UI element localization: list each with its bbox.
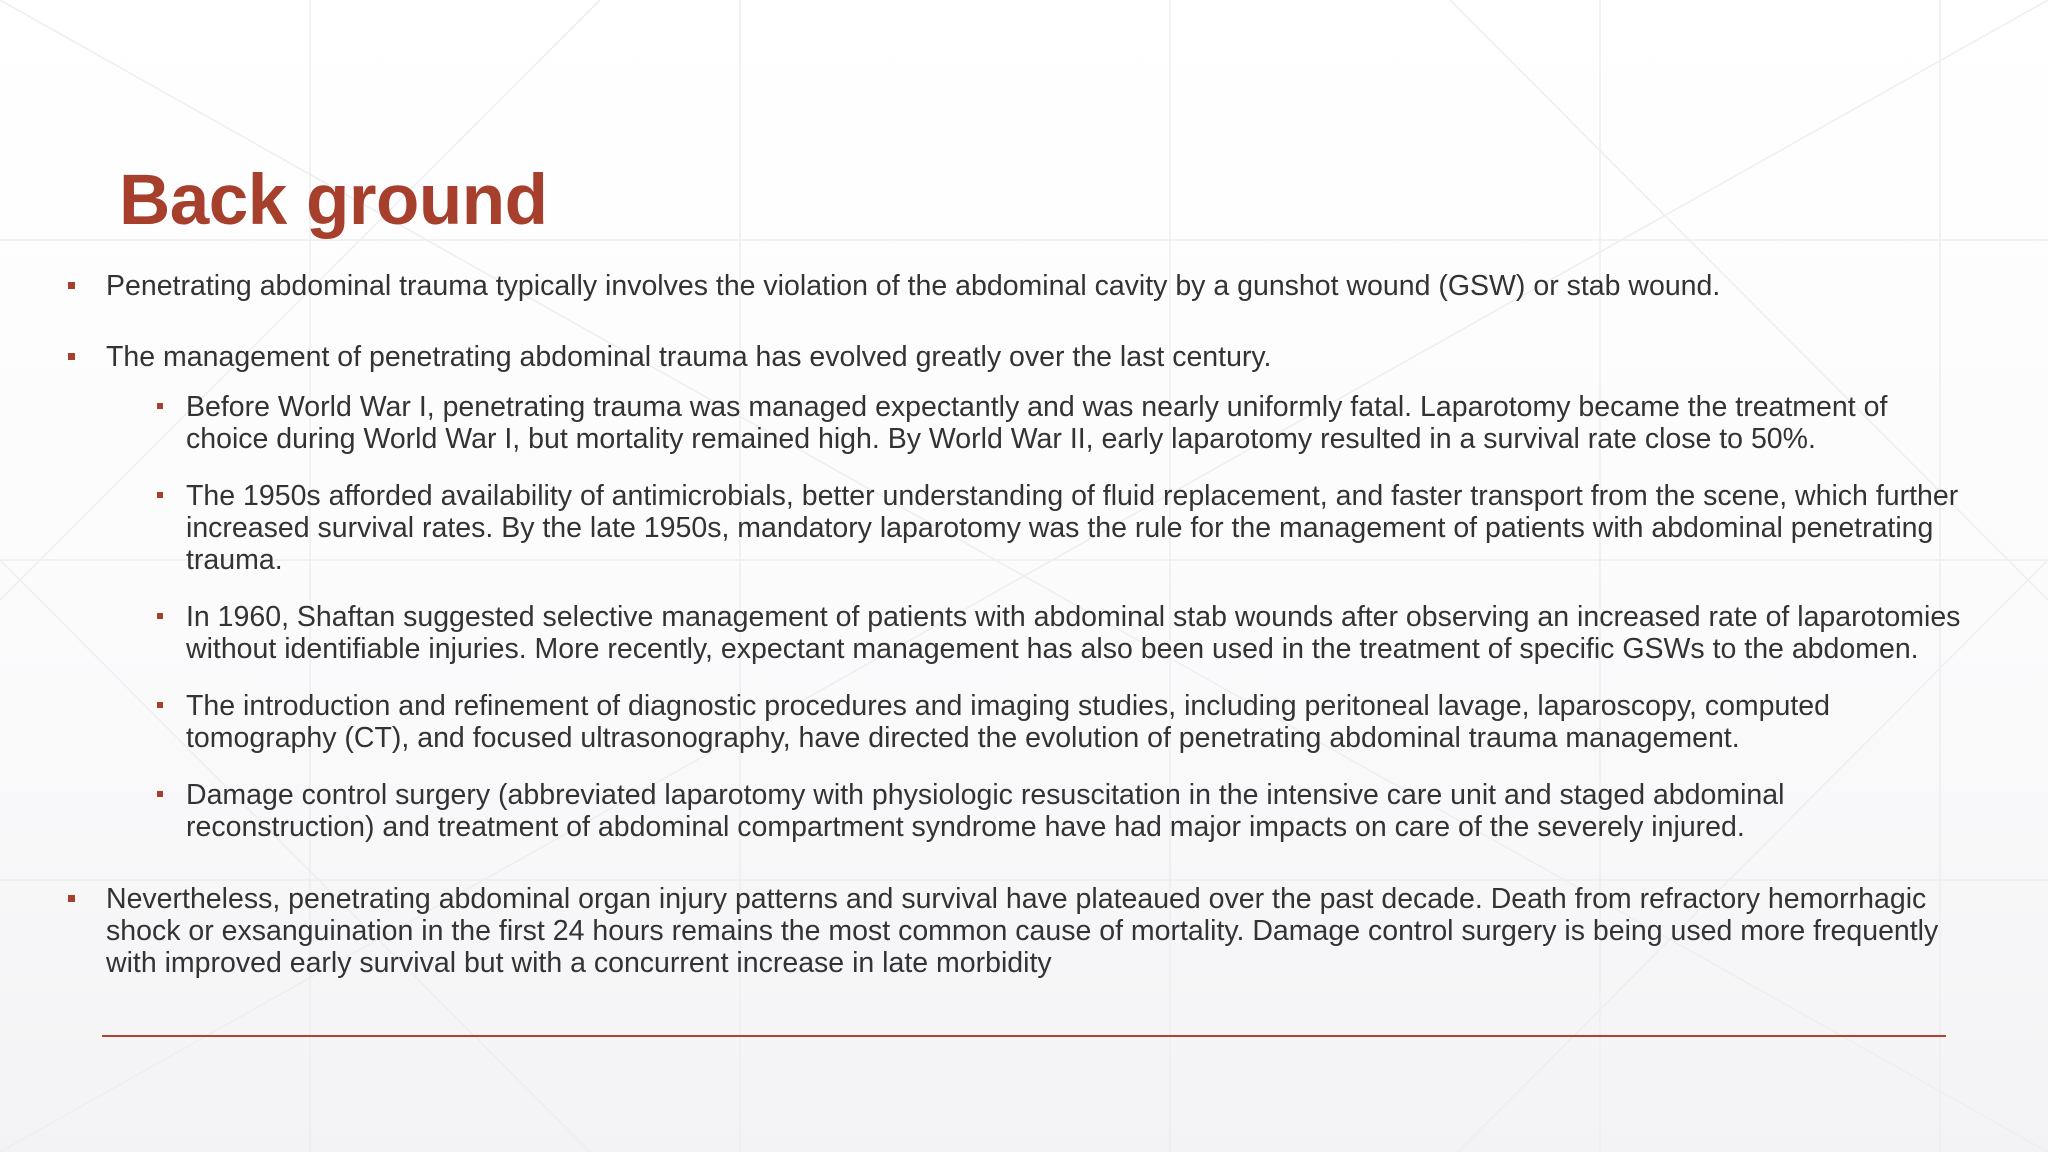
square-bullet-icon: [157, 613, 163, 619]
square-bullet-icon: [68, 353, 75, 360]
square-bullet-icon: [157, 791, 163, 797]
slide-title: Back ground: [119, 161, 548, 240]
bullet-list: [64, 270, 1964, 979]
bullet-item: [64, 341, 1964, 843]
slide-content: [64, 270, 1964, 979]
bottom-divider: [102, 1035, 1946, 1037]
square-bullet-icon: [68, 895, 75, 902]
sub-bullet-text: In 1960, Shaftan suggested selective management of patients with abdominal stab wounds after observing an increased rate of laparotomies without identifiable injuries. More recently, expectant management has also been used in the treatment of specific GSWs to the abdomen.: [186, 601, 1961, 665]
sub-bullet-item: [106, 779, 1964, 843]
square-bullet-icon: [157, 403, 163, 409]
bullet-text: Penetrating abdominal trauma typically involves the violation of the abdominal cavity by a gunshot wound (GSW) or stab wound.: [106, 270, 1721, 302]
square-bullet-icon: [68, 282, 75, 289]
bullet-item: [64, 883, 1964, 979]
sub-bullet-text: Before World War I, penetrating trauma was managed expectantly and was nearly uniformly fatal. Laparotomy became the treatment of choice during World War I, but mortality remained high. By World War II, early laparotomy resulted in a survival rate close to 50%.: [186, 391, 1888, 455]
sub-bullet-item: [106, 391, 1964, 455]
sub-bullet-item: [106, 601, 1964, 665]
bullet-text: The management of penetrating abdominal trauma has evolved greatly over the last century.: [106, 341, 1272, 373]
sub-bullet-list: [106, 391, 1964, 843]
square-bullet-icon: [157, 702, 163, 708]
bullet-item: [64, 270, 1964, 302]
sub-bullet-item: [106, 480, 1964, 576]
sub-bullet-text: The 1950s afforded availability of antimicrobials, better understanding of fluid replacement, and faster transport from the scene, which further increased survival rates. By the late 1950s, mandatory laparotomy was the rule for the management of patients with abdominal penetrating trauma.: [186, 480, 1959, 576]
sub-bullet-text: The introduction and refinement of diagnostic procedures and imaging studies, including peritoneal lavage, laparoscopy, computed tomography (CT), and focused ultrasonography, have directed the evolution of penetrating abdominal trauma management.: [186, 690, 1830, 754]
sub-bullet-text: Damage control surgery (abbreviated laparotomy with physiologic resuscitation in the intensive care unit and staged abdominal reconstruction) and treatment of abdominal compartment syndrome have had major impacts on care of the severely injured.: [186, 779, 1785, 843]
square-bullet-icon: [157, 492, 163, 498]
bullet-text: Nevertheless, penetrating abdominal organ injury patterns and survival have plateaued over the past decade. Death from refractory hemorrhagic shock or exsanguination in the first 24 hours remains the most common cause of mortality. Damage control surgery is being used more frequently with improved early survival but with a concurrent increase in late morbidity: [106, 883, 1939, 979]
sub-bullet-item: [106, 690, 1964, 754]
